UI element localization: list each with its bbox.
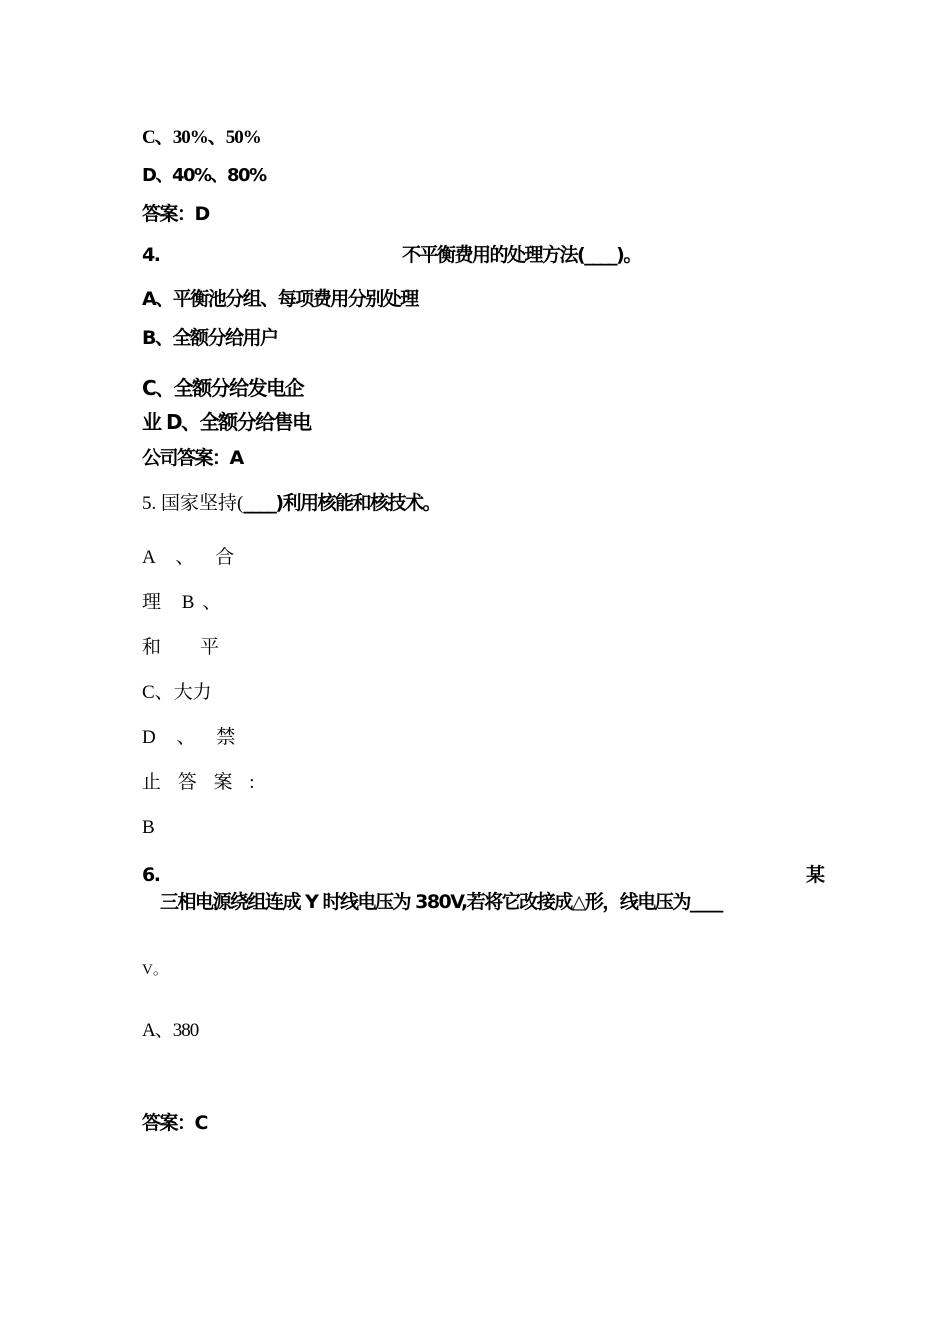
q6-number: 6. [142,864,160,886]
q4-option-a: A、平衡池分组、每项费用分别处理 [142,288,418,310]
q3-option-d: D、40%、80% [142,165,266,186]
q4-question: 不平衡费用的处理方法(____)。 [402,244,641,266]
q5-prefix: 5. 国家坚持( [142,493,244,514]
q5-line: D 、 禁 [142,727,244,748]
q6-answer: 答案：C [142,1112,207,1134]
q4-option-b: B、全额分给用户 [142,327,278,349]
q5-line: 和 平 [142,637,224,658]
q5-question [142,491,440,516]
q5-text: ____)利用核能和核技术。 [243,492,441,514]
q5-line: A 、 合 [142,547,243,568]
q6-unit: V。 [142,962,168,978]
q3-option-c: C、30%、50% [142,127,261,148]
q5-answer: B [142,817,155,838]
q4-answer: 公司答案：A [142,447,243,469]
q4-option-d: 业 D、全额分给售电 [142,410,311,434]
q3-answer: 答案：D [142,203,209,225]
q4-option-c: C、全额分给发电企 [142,376,304,400]
q5-line: 理 B、 [142,592,230,613]
q6-first-char: 某 [806,864,824,886]
q5-line: C、大力 [142,682,212,703]
q6-option-a: A、380 [142,1020,199,1041]
q5-line: 止 答 案 : [142,772,261,793]
q6-question: 三相电源绕组连成 Y 时线电压为 380V,若将它改接成△形，线电压为____ [160,891,722,913]
q4-number: 4. [142,244,160,266]
